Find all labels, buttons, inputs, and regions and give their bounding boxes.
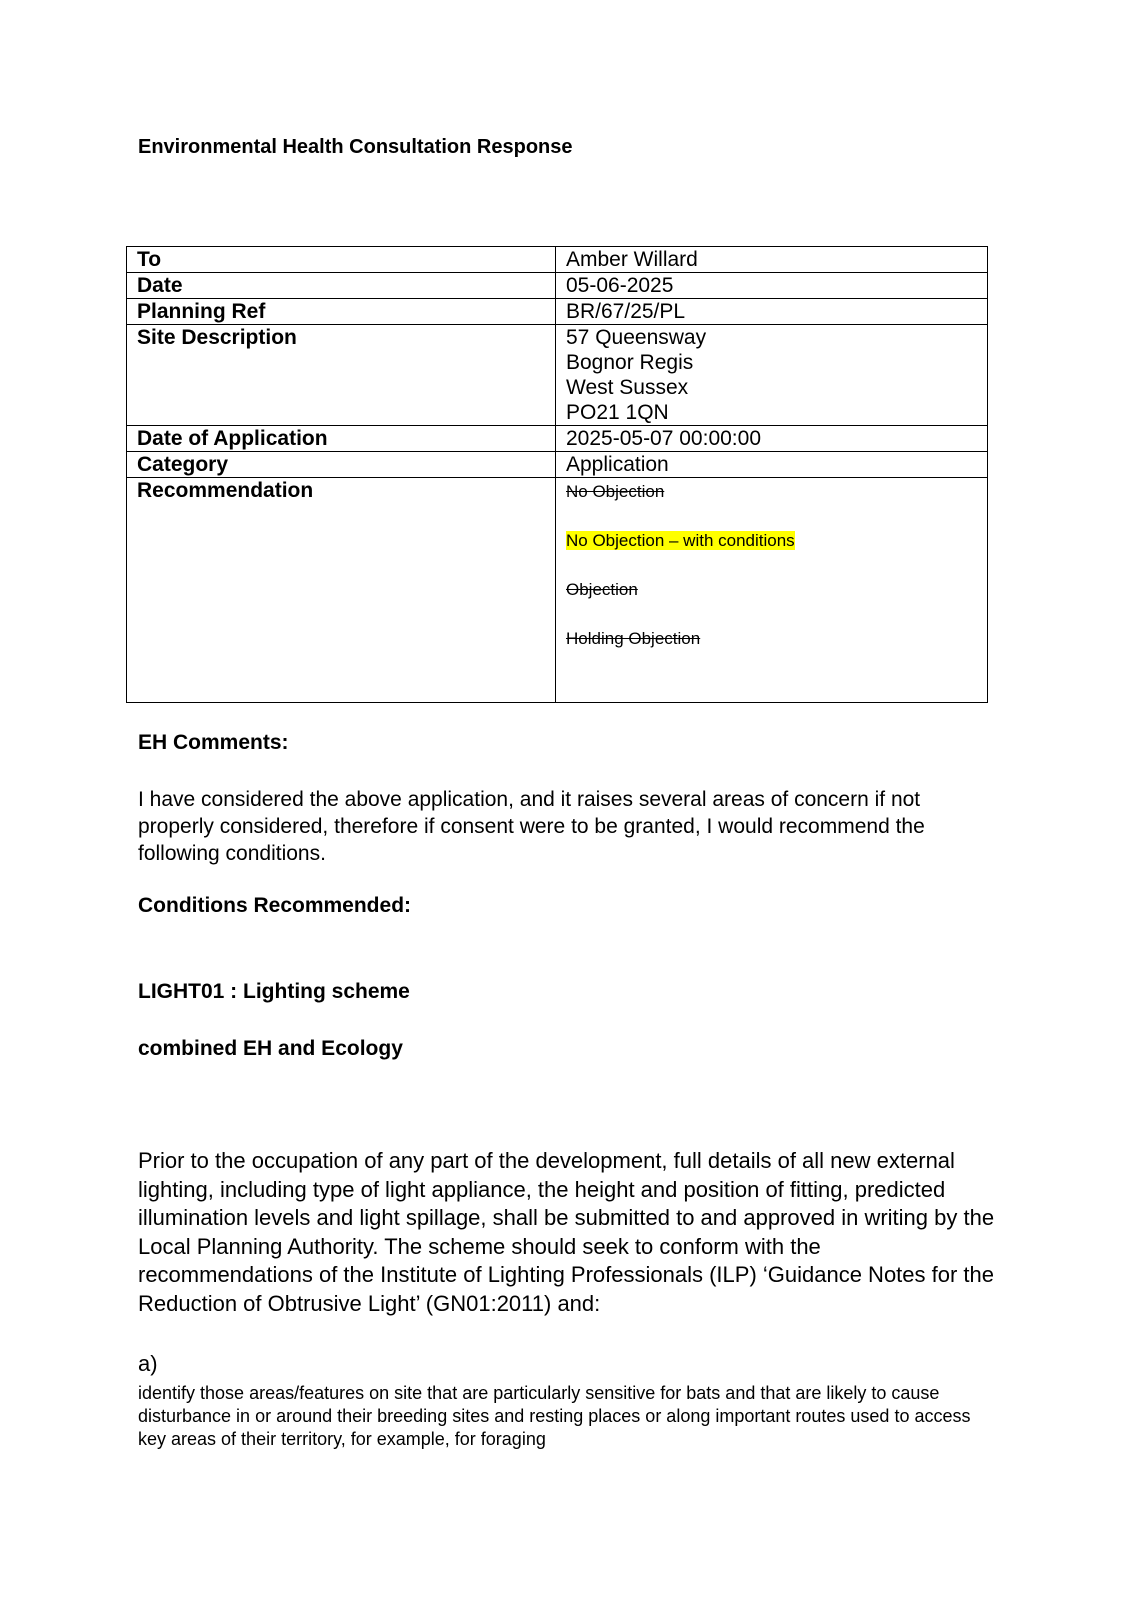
recommendation-no-objection-with-conditions (566, 531, 977, 551)
selected-recommendation: No Objection – with conditions (566, 531, 795, 550)
address-line: Bognor Regis (566, 351, 694, 374)
table-row (127, 325, 988, 426)
recommendation-options (556, 478, 988, 703)
table-row (127, 452, 988, 478)
table-row (127, 426, 988, 452)
condition-subtitle: combined EH and Ecology (138, 1037, 403, 1060)
table-row (127, 247, 988, 273)
to-label: To (127, 247, 556, 273)
category-label: Category (127, 452, 556, 478)
address-line: 57 Queensway (566, 326, 707, 349)
to-value: Amber Willard (556, 247, 988, 273)
address-line: PO21 1QN (566, 401, 669, 424)
document-title: Environmental Health Consultation Response (138, 136, 573, 158)
table-row (127, 299, 988, 325)
condition-title: LIGHT01 : Lighting scheme (138, 980, 410, 1003)
recommendation-objection: Objection (566, 580, 638, 599)
date-of-application-label: Date of Application (127, 426, 556, 452)
table-row (127, 273, 988, 299)
planning-ref-label: Planning Ref (127, 299, 556, 325)
recommendation-label: Recommendation (127, 478, 556, 703)
eh-comments-body: I have considered the above application, and it raises several areas of concern if not properly considered, therefore if consent were to be granted, I would recommend the following conditions. (138, 788, 925, 865)
date-value: 05-06-2025 (556, 273, 988, 299)
eh-comments-heading: EH Comments: (138, 731, 289, 754)
table-row (127, 478, 988, 703)
date-label: Date (127, 273, 556, 299)
condition-body: Prior to the occupation of any part of the development, full details of all new external lighting, including type of light appliance, the height and position of fitting, predicted illumination levels and light spillage, shall be submitted to and approved in writing by the Local Planning Authority. The scheme should seek to conform with the recommendations of the Institute of Lighting Professionals (ILP) ‘Guidance Notes for the Reduction of Obtrusive Light’ (GN01:2011) and: (138, 1148, 995, 1316)
site-description-value (556, 325, 988, 426)
category-value: Application (556, 452, 988, 478)
recommendation-holding-objection: Holding Objection (566, 629, 701, 648)
recommendation-no-objection: No Objection (566, 482, 665, 501)
site-description-label: Site Description (127, 325, 556, 426)
planning-ref-value: BR/67/25/PL (556, 299, 988, 325)
date-of-application-value: 2025-05-07 00:00:00 (556, 426, 988, 452)
consultation-info-table (126, 246, 988, 703)
address-line: West Sussex (566, 376, 689, 399)
condition-item-a-text: identify those areas/features on site that are particularly sensitive for bats and that are likely to cause disturbance in or around their breeding sites and resting places or along important routes used to access key areas of their territory, for example, for foraging (138, 1383, 971, 1449)
conditions-heading: Conditions Recommended: (138, 894, 412, 917)
condition-item-a-label: a) (138, 1351, 158, 1376)
